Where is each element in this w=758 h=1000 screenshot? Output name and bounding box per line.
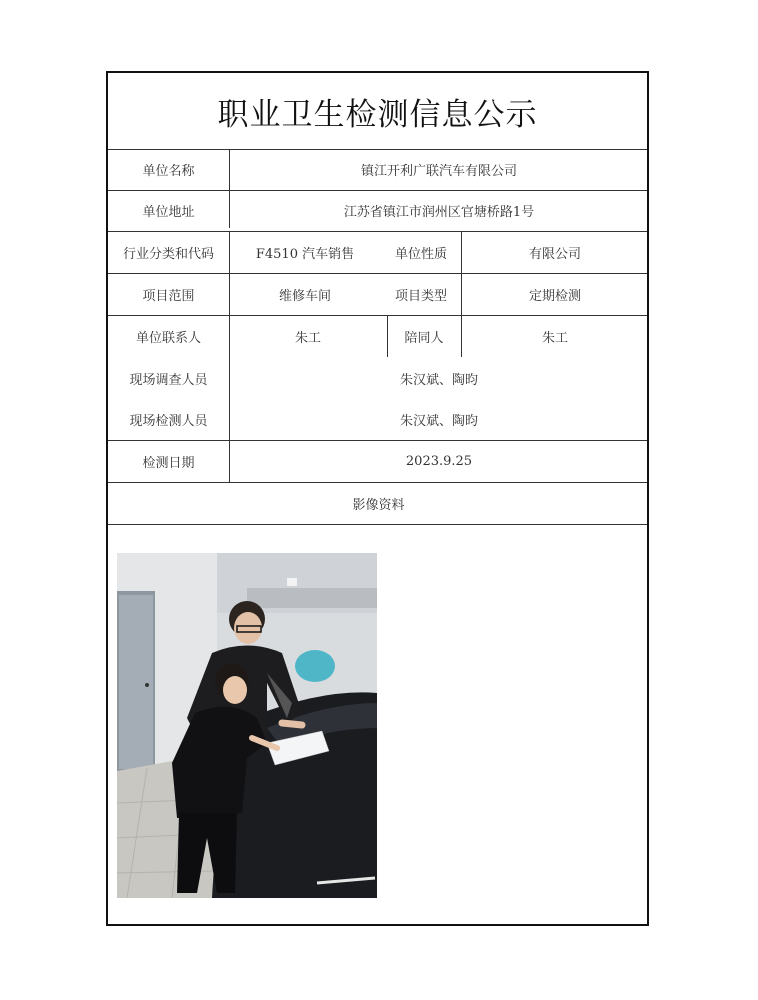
site-inspection-photo [117,553,377,898]
contact-value: 朱工 [294,330,321,346]
survey-staff-label: 现场调查人员 [129,372,208,388]
project-scope-label: 项目范围 [142,288,195,304]
industry-value: F4510 汽车销售 [255,246,355,262]
project-scope-value: 维修车间 [278,288,331,304]
test-staff-value: 朱汉斌、陶昀 [399,414,478,429]
companion-value: 朱工 [541,330,568,346]
unit-nature-value: 有限公司 [528,246,581,262]
industry-label: 行业分类和代码 [122,246,214,262]
companion-label: 陪同人 [404,330,444,346]
media-heading: 影像资料 [352,497,405,513]
test-staff-label: 现场检测人员 [129,414,208,429]
survey-staff-value: 朱汉斌、陶昀 [399,372,478,388]
contact-label: 单位联系人 [135,330,201,346]
form-title: 职业卫生检测信息公示 [217,96,538,133]
project-type-label: 项目类型 [394,288,447,304]
unit-address-value: 江苏省镇江市润州区官塘桥路1号 [343,205,535,220]
unit-nature-label: 单位性质 [394,246,447,262]
unit-name-value: 镇江开利广联汽车有限公司 [360,164,517,179]
row-divider [108,524,647,525]
project-type-value: 定期检测 [528,288,581,304]
disclosure-form [106,71,649,926]
unit-address-label: 单位地址 [142,205,195,220]
unit-name-label: 单位名称 [142,164,195,179]
test-date-label: 检测日期 [142,455,195,471]
test-date-value: 2023.9.25 [405,453,473,469]
